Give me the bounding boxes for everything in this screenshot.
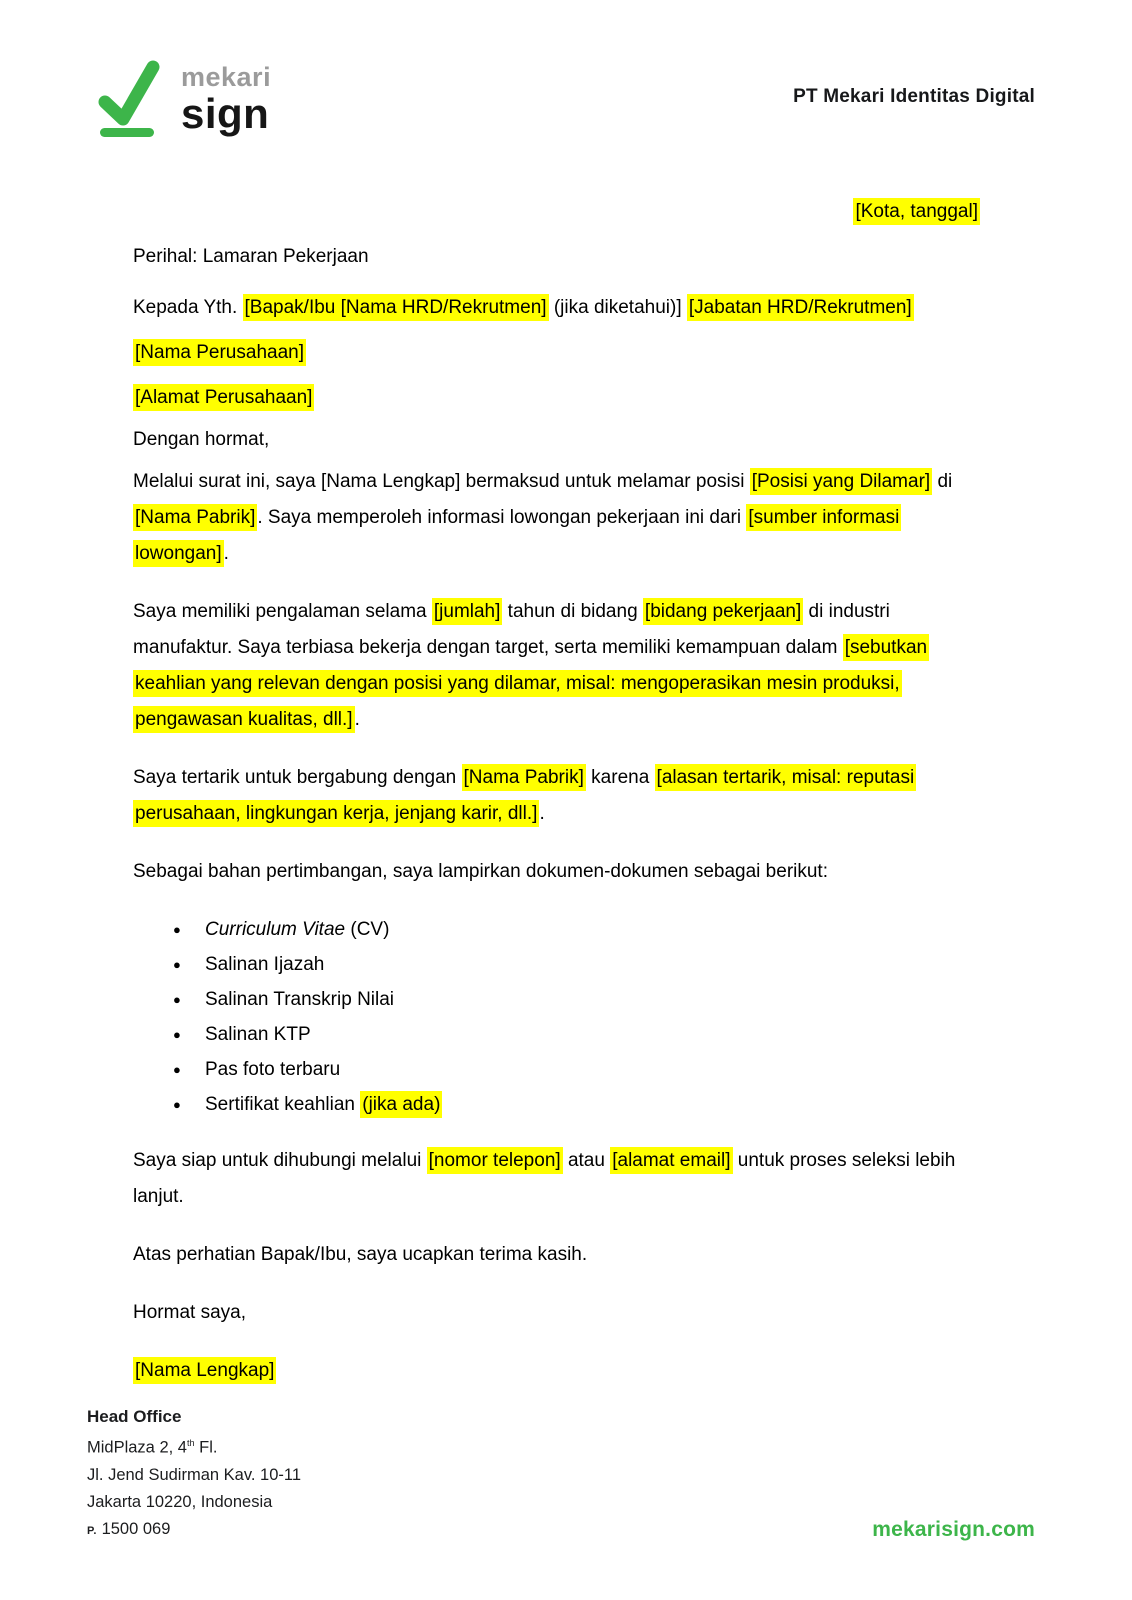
phone-line: P. 1500 069 [87, 1519, 171, 1538]
page-header [0, 0, 1132, 140]
recipient-line: Kepada Yth. [Bapak/Ibu [Nama HRD/Rekrutmen] (jika diketahui)] [Jabatan HRD/Rekrutmen] [133, 290, 980, 326]
list-item: ● Salinan Ijazah [133, 947, 980, 982]
mekari-sign-logo [95, 56, 271, 140]
list-item: ● Salinan Transkrip Nilai [133, 982, 980, 1017]
intro-paragraph: Melalui surat ini, saya [Nama Lengkap] bermaksud untuk melamar posisi [Posisi yang Dilamar] di [Nama Pabrik] . Saya memperoleh informasi lowongan pekerjaan ini dari [sumber informasi lowongan] . [133, 464, 980, 572]
page-footer [87, 1403, 301, 1545]
interest-paragraph: Saya tertarik untuk bergabung dengan [Nama Pabrik] karena [alasan tertarik, misal: reputasi perusahaan, lingkungan kerja, jenjang karir, dll.] . [133, 760, 980, 832]
office-address-line: MidPlaza 2, 4th Fl. [87, 1438, 218, 1457]
logo-brand-top: mekari [181, 62, 272, 92]
contact-paragraph: Saya siap untuk dihubungi melalui [nomor telepon] atau [alamat email] untuk proses seleksi lebih lanjut. [133, 1143, 980, 1215]
head-office-title: Head Office [87, 1407, 182, 1426]
closing-paragraph: Atas perhatian Bapak/Ibu, saya ucapkan terima kasih. [133, 1244, 588, 1265]
list-item: ● Pas foto terbaru [133, 1052, 980, 1087]
logo-brand-bottom: sign [181, 90, 270, 137]
office-address-line: Jl. Jend Sudirman Kav. 10-11 [87, 1465, 302, 1484]
subject-line: Perihal: Lamaran Pekerjaan [133, 246, 369, 267]
website-text: mekarisign.com [872, 1518, 1035, 1541]
company-address-line: [Alamat Perusahaan] [133, 380, 980, 416]
attachments-intro: Sebagai bahan pertimbangan, saya lampirkan dokumen-dokumen sebagai berikut: [133, 861, 828, 882]
experience-paragraph: Saya memiliki pengalaman selama [jumlah] tahun di bidang [bidang pekerjaan] di industri manufaktur. Saya terbiasa bekerja dengan target, serta memiliki kemampuan dalam [sebutkan keahlian yang relevan dengan posisi yang dilamar, misal: mengoperasikan mesin produksi, pengawasan kualitas, dll.] . [133, 594, 980, 738]
list-item: ● Salinan KTP [133, 1017, 980, 1052]
signature-name: [Nama Lengkap] [133, 1353, 980, 1389]
salutation-line: Dengan hormat, [133, 429, 270, 450]
list-item: ● Sertifikat keahlian (jika ada) [133, 1087, 980, 1122]
checkmark-icon [95, 56, 163, 140]
signoff-line: Hormat saya, [133, 1302, 246, 1323]
logo-wordmark [181, 56, 271, 135]
date-placeholder-line: [Kota, tanggal] [133, 194, 980, 230]
attachments-list [133, 912, 980, 1122]
letter-body [133, 194, 980, 1389]
company-name: PT Mekari Identitas Digital [793, 86, 1035, 107]
office-address-line: Jakarta 10220, Indonesia [87, 1492, 273, 1511]
company-name-line: [Nama Perusahaan] [133, 335, 980, 371]
list-item: ● Curriculum Vitae (CV) [133, 912, 980, 947]
